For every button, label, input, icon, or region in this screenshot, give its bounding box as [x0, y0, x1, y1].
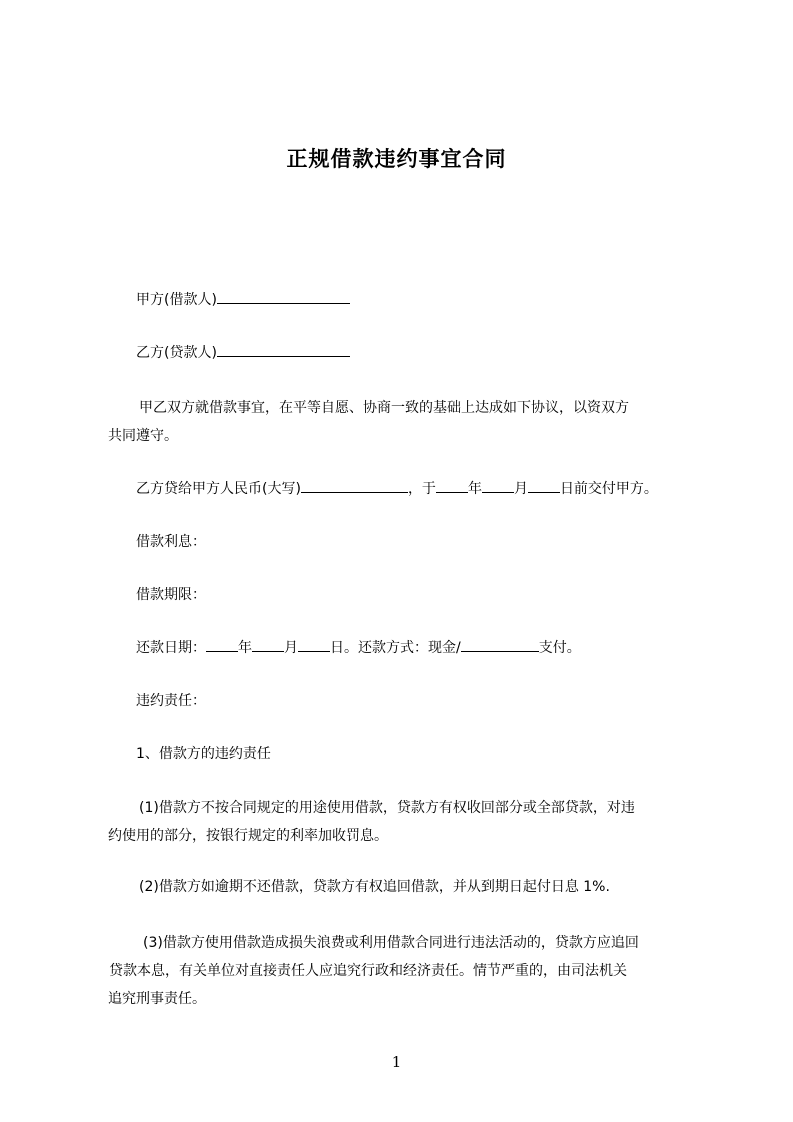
repay-line	[108, 634, 736, 662]
item-1-paragraph	[108, 794, 708, 850]
party-b-blank	[217, 340, 350, 357]
party-b-label: 乙方(贷款人)	[136, 345, 217, 361]
repay-prefix: 还款日期：	[136, 640, 206, 656]
item-1-line-1: (1)借款方不按合同规定的用途使用借款，贷款方有权收回部分或全部贷款，对违	[139, 800, 635, 816]
party-a-label: 甲方(借款人)	[136, 292, 217, 308]
liability-heading: 违约责任：	[136, 693, 206, 709]
deliver-year-label: 年	[467, 481, 482, 497]
amount-line	[108, 475, 736, 503]
intro-paragraph	[108, 394, 708, 450]
amount-blank	[301, 476, 408, 493]
repay-day-method: 日。还款方式：现金/	[330, 640, 461, 656]
item-2-line: (2)借款方如逾期不还借款，贷款方有权追回借款，并从到期日起付日息 1%.	[139, 879, 610, 895]
term-line: 借款期限：	[136, 587, 206, 603]
repay-suffix: 支付。	[538, 640, 581, 656]
item-3-paragraph	[108, 929, 708, 1013]
repay-month-label: 月	[284, 640, 298, 656]
amount-prefix: 乙方贷给甲方人民币(大写)	[136, 481, 301, 497]
repay-year-label: 年	[238, 640, 252, 656]
party-a-blank	[217, 287, 350, 304]
party-a-line	[108, 286, 736, 314]
repay-method-blank	[461, 635, 539, 652]
repay-month-blank	[252, 635, 284, 652]
section-1-heading: 1、借款方的违约责任	[136, 746, 271, 762]
deliver-month-blank	[482, 476, 514, 493]
item-3-line-1: (3)借款方使用借款造成损失浪费或利用借款合同进行违法活动的，贷款方应追回	[143, 935, 639, 951]
item-3-line-3: 追究刑事责任。	[108, 991, 206, 1007]
deliver-suffix: 日前交付甲方。	[559, 481, 658, 497]
deliver-year-blank	[436, 476, 468, 493]
party-b-line	[108, 339, 736, 367]
interest-line: 借款利息：	[136, 534, 206, 550]
intro-line-1: 甲乙双方就借款事宜，在平等自愿、协商一致的基础上达成如下协议，以资双方	[139, 400, 629, 416]
page-number: 1	[391, 1053, 402, 1071]
document-title: 正规借款违约事宜合同	[286, 147, 507, 171]
repay-year-blank	[206, 635, 238, 652]
repay-day-blank	[298, 635, 330, 652]
intro-line-2: 共同遵守。	[108, 428, 178, 444]
amount-yu: ，于	[407, 481, 436, 497]
item-1-line-2: 约使用的部分，按银行规定的利率加收罚息。	[108, 828, 388, 844]
item-3-line-2: 贷款本息，有关单位对直接责任人应追究行政和经济责任。情节严重的，由司法机关	[109, 963, 627, 979]
deliver-day-blank	[528, 476, 560, 493]
deliver-month-label: 月	[513, 481, 528, 497]
